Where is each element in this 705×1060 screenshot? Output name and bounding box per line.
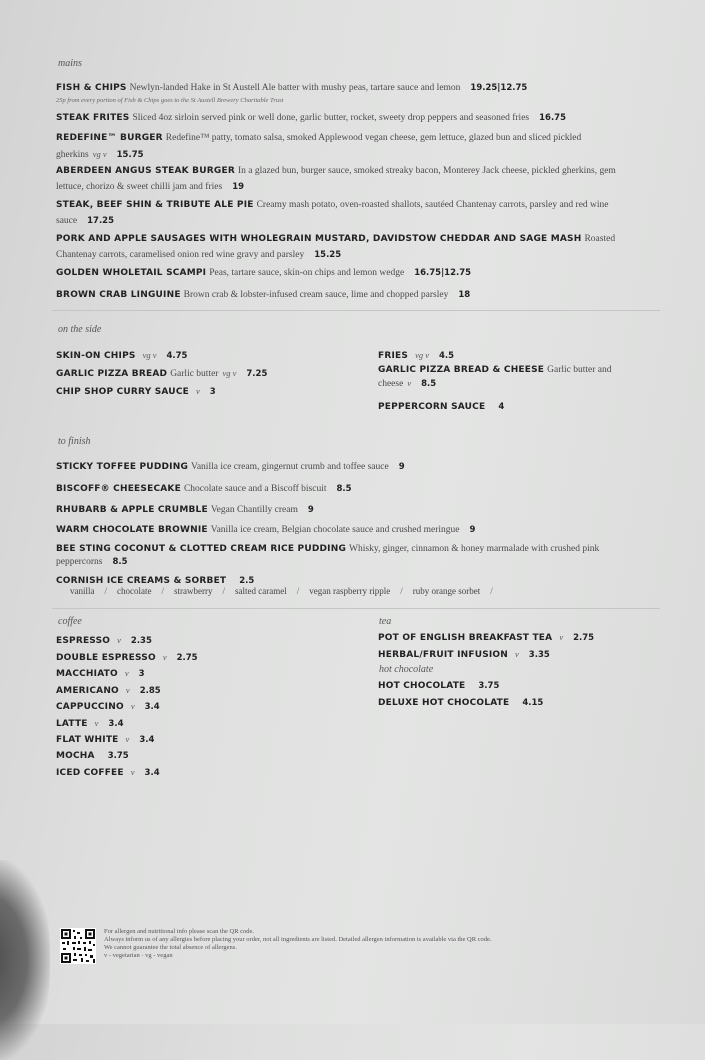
menu-item	[378, 695, 543, 712]
item-price: 2.35	[130, 636, 152, 646]
section-title-finish: to finish	[58, 436, 91, 447]
flavour-separator: /	[104, 586, 108, 596]
menu-item	[56, 748, 198, 765]
menu-item	[56, 163, 616, 195]
menu-item	[56, 731, 198, 748]
item-price: 3	[138, 669, 145, 679]
item-price: 16.75	[539, 113, 566, 123]
item-name: LATTE	[56, 718, 88, 729]
item-name: STEAK, BEEF SHIN & TRIBUTE ALE PIE	[56, 200, 254, 210]
menu-item	[56, 665, 198, 682]
item-name: CHIP SHOP CURRY SAUCE	[56, 387, 189, 397]
item-name: GARLIC PIZZA BREAD & CHEESE	[378, 365, 545, 375]
ice-cream-flavours	[70, 586, 503, 596]
item-description: Vanilla ice cream, gingernut crumb and toffee sauce	[191, 462, 389, 472]
item-price: 3.35	[528, 649, 550, 660]
item-price: 3.4	[144, 768, 160, 778]
item-name: POT OF ENGLISH BREAKFAST TEA	[378, 633, 553, 643]
footer-line: For allergen and nutritional info please scan the QR code.	[104, 928, 255, 935]
flavour-item: vegan raspberry ripple	[309, 586, 391, 596]
footer-line: v - vegetarian · vg - vegan	[104, 952, 173, 959]
flavour-separator: /	[222, 586, 226, 596]
item-name: WARM CHOCOLATE BROWNIE	[56, 525, 208, 535]
menu-item	[56, 682, 198, 699]
item-price: 4.75	[166, 351, 188, 361]
menu-item	[56, 522, 475, 538]
sides-right-column	[378, 346, 648, 416]
item-name: MACCHIATO	[56, 669, 118, 679]
item-price: 3	[209, 387, 216, 397]
menu-item	[56, 80, 527, 96]
menu-item	[56, 382, 267, 400]
menu-item	[378, 646, 594, 663]
menu-item	[56, 287, 470, 303]
menu-item	[56, 265, 471, 281]
item-name: BISCOFF® CHEESECAKE	[56, 484, 181, 494]
dietary-marker: v	[94, 717, 99, 728]
item-description: In a glazed bun, burger sauce, smoked streaky bacon, Monterey Jack cheese, pickled gherkins, gem lettuce, chorizo & sweet chilli jam and fries	[56, 166, 616, 192]
divider	[52, 310, 660, 311]
flavour-separator: /	[400, 586, 403, 596]
item-price: 7.25	[246, 369, 268, 379]
item-price: 8.5	[336, 484, 352, 494]
item-price: 15.75	[116, 150, 144, 160]
menu-item	[56, 346, 267, 364]
section-title-sides: on the side	[58, 324, 102, 335]
qr-code-icon	[60, 928, 96, 964]
item-description: Vegan Chantilly cream	[210, 505, 298, 515]
dietary-marker: v	[124, 668, 129, 678]
menu-item	[56, 197, 616, 229]
item-price: 3.4	[144, 702, 160, 712]
item-price: 2.75	[176, 652, 198, 663]
flavour-separator: /	[161, 586, 165, 596]
footer-line: We cannot guarantee the total absence of allergens.	[104, 944, 237, 951]
item-price: 3.75	[107, 750, 129, 761]
item-price: 8.5	[421, 379, 437, 389]
flavour-item: salted caramel	[235, 586, 287, 596]
dietary-marker: v	[125, 734, 130, 744]
item-description: Vanilla ice cream, Belgian chocolate sauce and crushed meringue	[210, 525, 460, 535]
item-description: Redefine™ patty, tomato salsa, smoked Applewood vegan cheese, gem lettuce, glazed bun and sliced pickled gherkins	[56, 133, 582, 160]
item-name: DELUXE HOT CHOCOLATE	[378, 697, 510, 708]
item-price: 16.75|12.75	[414, 268, 472, 278]
item-price: 9	[307, 505, 314, 515]
fish-charity-note: 25p from every portion of Fish & Chips goes to the St Austell Brewery Charitable Trust	[56, 97, 284, 104]
item-price: 3.4	[139, 735, 155, 745]
item-price: 18	[458, 290, 471, 300]
item-name: PEPPERCORN SAUCE	[378, 402, 486, 412]
section-title-tea: tea	[379, 616, 392, 627]
item-name: BEE STING COCONUT & CLOTTED CREAM RICE PUDDING	[56, 544, 347, 554]
item-price: 4	[498, 402, 505, 412]
item-name: RHUBARB & APPLE CRUMBLE	[56, 505, 208, 515]
menu-item	[56, 364, 267, 382]
menu-item	[56, 110, 566, 126]
item-description: Roasted Chantenay carrots, caramelised onion red wine gravy and parsley	[56, 234, 616, 260]
dietary-marker: v	[162, 651, 167, 662]
section-title-hot-chocolate: hot chocolate	[379, 664, 434, 675]
tea-list	[378, 629, 594, 662]
dietary-marker: vg v	[415, 350, 429, 360]
menu-item	[56, 715, 198, 732]
item-description: Creamy mash potato, oven-roasted shallots, sautéed Chantenay carrots, parsley and red wine sauce	[56, 200, 609, 226]
allergen-qr-code[interactable]	[60, 928, 96, 964]
item-name: HOT CHOCOLATE	[378, 681, 466, 691]
item-name: CORNISH ICE CREAMS & SORBET	[56, 576, 227, 586]
menu-item	[378, 364, 648, 398]
item-name: HERBAL/FRUIT INFUSION	[378, 649, 509, 660]
item-description: Sliced 4oz sirloin served pink or well done, garlic butter, rocket, sweety drop peppers and seasoned fries	[132, 113, 530, 123]
hot-chocolate-list	[378, 678, 543, 711]
item-name: REDEFINE™ BURGER	[56, 133, 163, 143]
flavour-item: chocolate	[117, 586, 152, 596]
item-description: Garlic butter and cheese	[378, 365, 612, 389]
divider	[52, 608, 660, 609]
menu-item	[378, 678, 543, 695]
item-price: 8.5	[112, 557, 128, 567]
flavour-item: vanilla	[70, 586, 95, 596]
menu-item	[378, 398, 648, 416]
item-name: DOUBLE ESPRESSO	[56, 652, 156, 663]
flavour-separator: /	[490, 586, 493, 596]
dietary-marker: v	[125, 684, 130, 695]
item-name: ESPRESSO	[56, 636, 111, 646]
section-title-mains: mains	[58, 58, 82, 69]
dietary-marker: v	[117, 635, 121, 645]
menu-item	[378, 346, 648, 364]
item-price: 9	[469, 525, 476, 535]
section-title-coffee: coffee	[58, 616, 82, 627]
menu-item	[56, 543, 616, 569]
menu-item	[56, 459, 405, 475]
item-description: Chocolate sauce and a Biscoff biscuit	[183, 484, 327, 494]
item-description: Brown crab & lobster-infused cream sauce, lime and chopped parsley	[183, 290, 449, 300]
item-name: FRIES	[378, 351, 409, 361]
item-price: 4.15	[522, 697, 544, 708]
dietary-marker: v	[559, 632, 564, 642]
item-price: 2.85	[139, 685, 161, 696]
menu-item	[56, 649, 198, 666]
dietary-marker: v	[130, 767, 135, 777]
menu-item	[378, 629, 594, 646]
item-name: PORK AND APPLE SAUSAGES WITH WHOLEGRAIN MUSTARD, DAVIDSTOW CHEDDAR AND SAGE MASH	[56, 234, 582, 244]
dietary-marker: vg v	[92, 149, 107, 159]
dietary-marker: vg v	[142, 350, 157, 360]
item-name: CAPPUCCINO	[56, 702, 124, 712]
menu-item	[56, 698, 198, 715]
flavour-item: ruby orange sorbet	[412, 586, 481, 596]
item-description: Newlyn-landed Hake in St Austell Ale batter with mushy peas, tartare sauce and lemon	[129, 83, 461, 93]
item-description: Whisky, ginger, cinnamon & honey marmalade with crushed pink peppercorns	[56, 544, 600, 567]
item-price: 9	[398, 462, 405, 472]
item-price: 2.75	[573, 633, 595, 643]
item-name: GARLIC PIZZA BREAD	[56, 369, 168, 379]
item-name: STICKY TOFFEE PUDDING	[56, 462, 189, 472]
footer-line: Always inform us of any allergies before placing your order, not all ingredients are listed. Detailed allergen information is available via the QR code.	[104, 936, 492, 943]
item-name: AMERICANO	[56, 685, 119, 696]
menu-item	[56, 632, 198, 649]
item-price: 17.25	[87, 216, 114, 226]
item-price: 4.5	[438, 351, 455, 361]
item-name: MOCHA	[56, 750, 95, 761]
item-name: BROWN CRAB LINGUINE	[56, 290, 181, 300]
item-description: Garlic butter	[170, 369, 219, 379]
item-name: GOLDEN WHOLETAIL SCAMPI	[56, 268, 207, 278]
dietary-marker: vg v	[222, 368, 237, 378]
finger-shadow	[0, 860, 50, 1060]
dietary-marker: v	[407, 378, 412, 388]
item-price: 15.25	[314, 250, 342, 260]
menu-item	[56, 481, 352, 497]
item-name: FLAT WHITE	[56, 735, 119, 745]
item-name: ICED COFFEE	[56, 768, 124, 778]
item-price: 19	[232, 182, 245, 192]
item-price: 19.25|12.75	[470, 83, 528, 93]
menu-item	[56, 764, 198, 781]
item-price: 3.4	[108, 718, 124, 729]
flavour-item: strawberry	[174, 586, 213, 596]
item-description: Peas, tartare sauce, skin-on chips and lemon wedge	[209, 268, 405, 278]
menu-item	[56, 231, 656, 263]
item-name: SKIN-ON CHIPS	[56, 351, 136, 361]
item-price: 2.5	[239, 576, 255, 586]
item-price: 3.75	[478, 681, 500, 691]
item-name: ABERDEEN ANGUS STEAK BURGER	[56, 166, 235, 176]
dietary-marker: v	[130, 701, 135, 711]
sides-left-column	[56, 346, 267, 400]
menu-item	[56, 502, 314, 518]
item-name: FISH & CHIPS	[56, 83, 127, 93]
item-name: STEAK FRITES	[56, 113, 130, 123]
coffee-list	[56, 632, 198, 781]
flavour-separator: /	[296, 586, 300, 596]
dietary-marker: v	[515, 648, 519, 659]
dietary-marker: v	[195, 386, 200, 396]
menu-item	[56, 130, 616, 163]
allergen-footer	[104, 928, 492, 960]
